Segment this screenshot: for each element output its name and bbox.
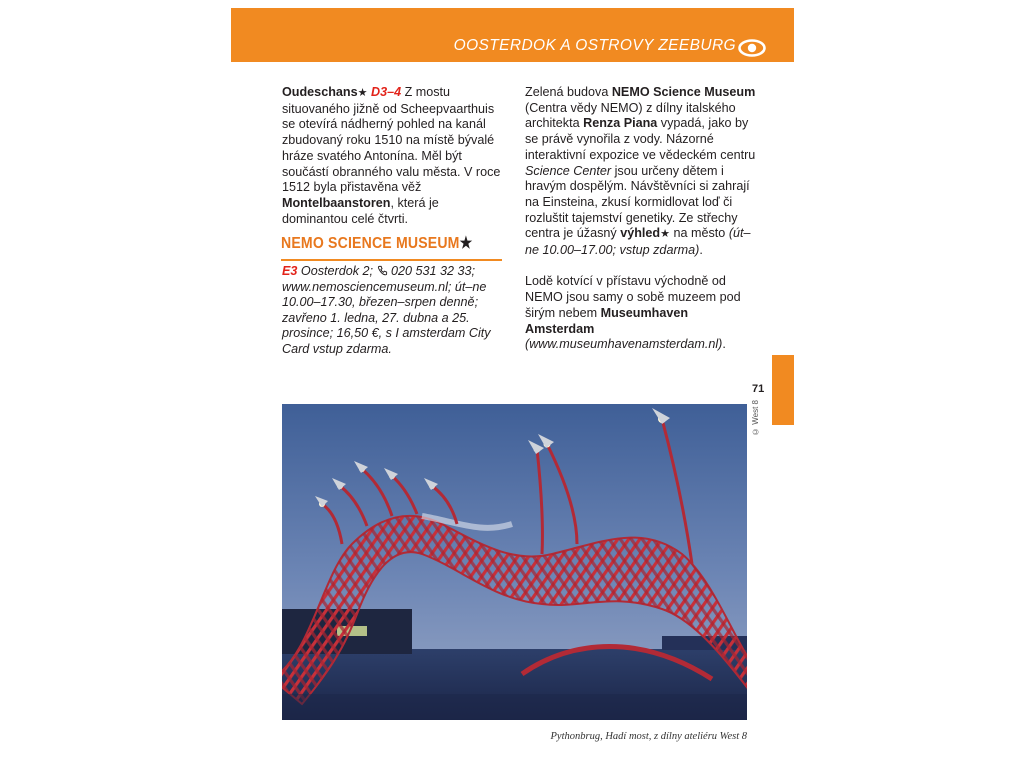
museumhaven-name: Museumhaven Amsterdam [525, 305, 689, 336]
text-run: Zelená budova [525, 85, 612, 99]
opening-hours: (út–ne 10.00–17.00; vstup zdarma) [525, 226, 751, 258]
nemo-heading: NEMO SCIENCE MUSEUM [281, 235, 460, 252]
text-run: (Centra vědy NEMO) z dílny italského architekta [525, 100, 736, 131]
architect-name: Renza Piana [583, 116, 658, 131]
phone-icon [377, 265, 388, 276]
star-icon: ★ [459, 235, 473, 252]
chapter-title: OOSTERDOK A OSTROVY ZEEBURG [453, 37, 736, 54]
science-center: Science Center [525, 163, 612, 178]
text-run: vypadá, jako by se právě vynořila z vody. Názorné interaktivní expozice ve vědeckém centru [525, 116, 756, 162]
text-run: . [722, 337, 726, 352]
chapter-header [231, 8, 794, 62]
oudeschans-text: Z mostu situovaného jižně od Scheepvaarthuis se otevírá nádherný pohled na kanál zbudovaný roku 1510 na místě bývalé hráze svatého Antonína. Měl být součástí obranného valu města. V roce 1512 byla přistavěna věž [282, 85, 501, 195]
star-icon: ★ [357, 87, 368, 99]
nemo-info [282, 264, 504, 358]
oudeschans-text-end: , která je dominantou celé čtvrti. [282, 195, 439, 226]
page-number: 71 [752, 383, 765, 395]
bridge-photo [282, 404, 747, 720]
photo-credit: © West 8 [751, 400, 760, 436]
bridge-illustration [282, 404, 747, 720]
museumhaven-paragraph [525, 274, 757, 353]
map-reference: D3–4 [370, 85, 402, 99]
star-icon: ★ [660, 228, 670, 241]
text-run: Lodě kotvící v přístavu východně od NEMO jsou samy o sobě muzeem pod širým nebem [525, 274, 741, 320]
text-run: na město [670, 226, 729, 241]
nemo-contact: 020 531 32 33; www.nemosciencemuseum.nl; út–ne 10.00–17.30, březen–srpen denně; zavřeno 1. ledna, 27. dubna a 25. prosince; 16,50 €, s I amsterdam City Card vstup zdarma. [282, 264, 491, 356]
museumhaven-url: (www.museumhavenamsterdam.nl) [525, 337, 723, 352]
nemo-address: Oosterdok 2; [297, 264, 377, 278]
text-run: jsou určeny dětem i hravým dospělým. Návštěvníci si zahrají na Einsteina, zkusí kormidlovat loď či rozluštit tajemství genetiky. Ze střechy centra je úžasný [525, 163, 750, 241]
oudeschans-paragraph [282, 85, 504, 227]
nemo-paragraph [525, 85, 757, 259]
map-reference: E3 [282, 264, 298, 278]
page-tab [772, 355, 794, 425]
text-run: . [699, 243, 703, 258]
nemo-description [525, 85, 757, 353]
view-highlight: výhled [620, 226, 661, 241]
section-heading [281, 233, 502, 261]
nemo-name: NEMO Science Museum [611, 85, 756, 99]
eye-icon [738, 38, 766, 58]
oudeschans-title: Oudeschans [282, 85, 358, 99]
montelbaanstoren-name: Montelbaanstoren [282, 195, 391, 210]
photo-caption: Pythonbrug, Hadí most, z dílny ateliéru West 8 [550, 731, 747, 742]
